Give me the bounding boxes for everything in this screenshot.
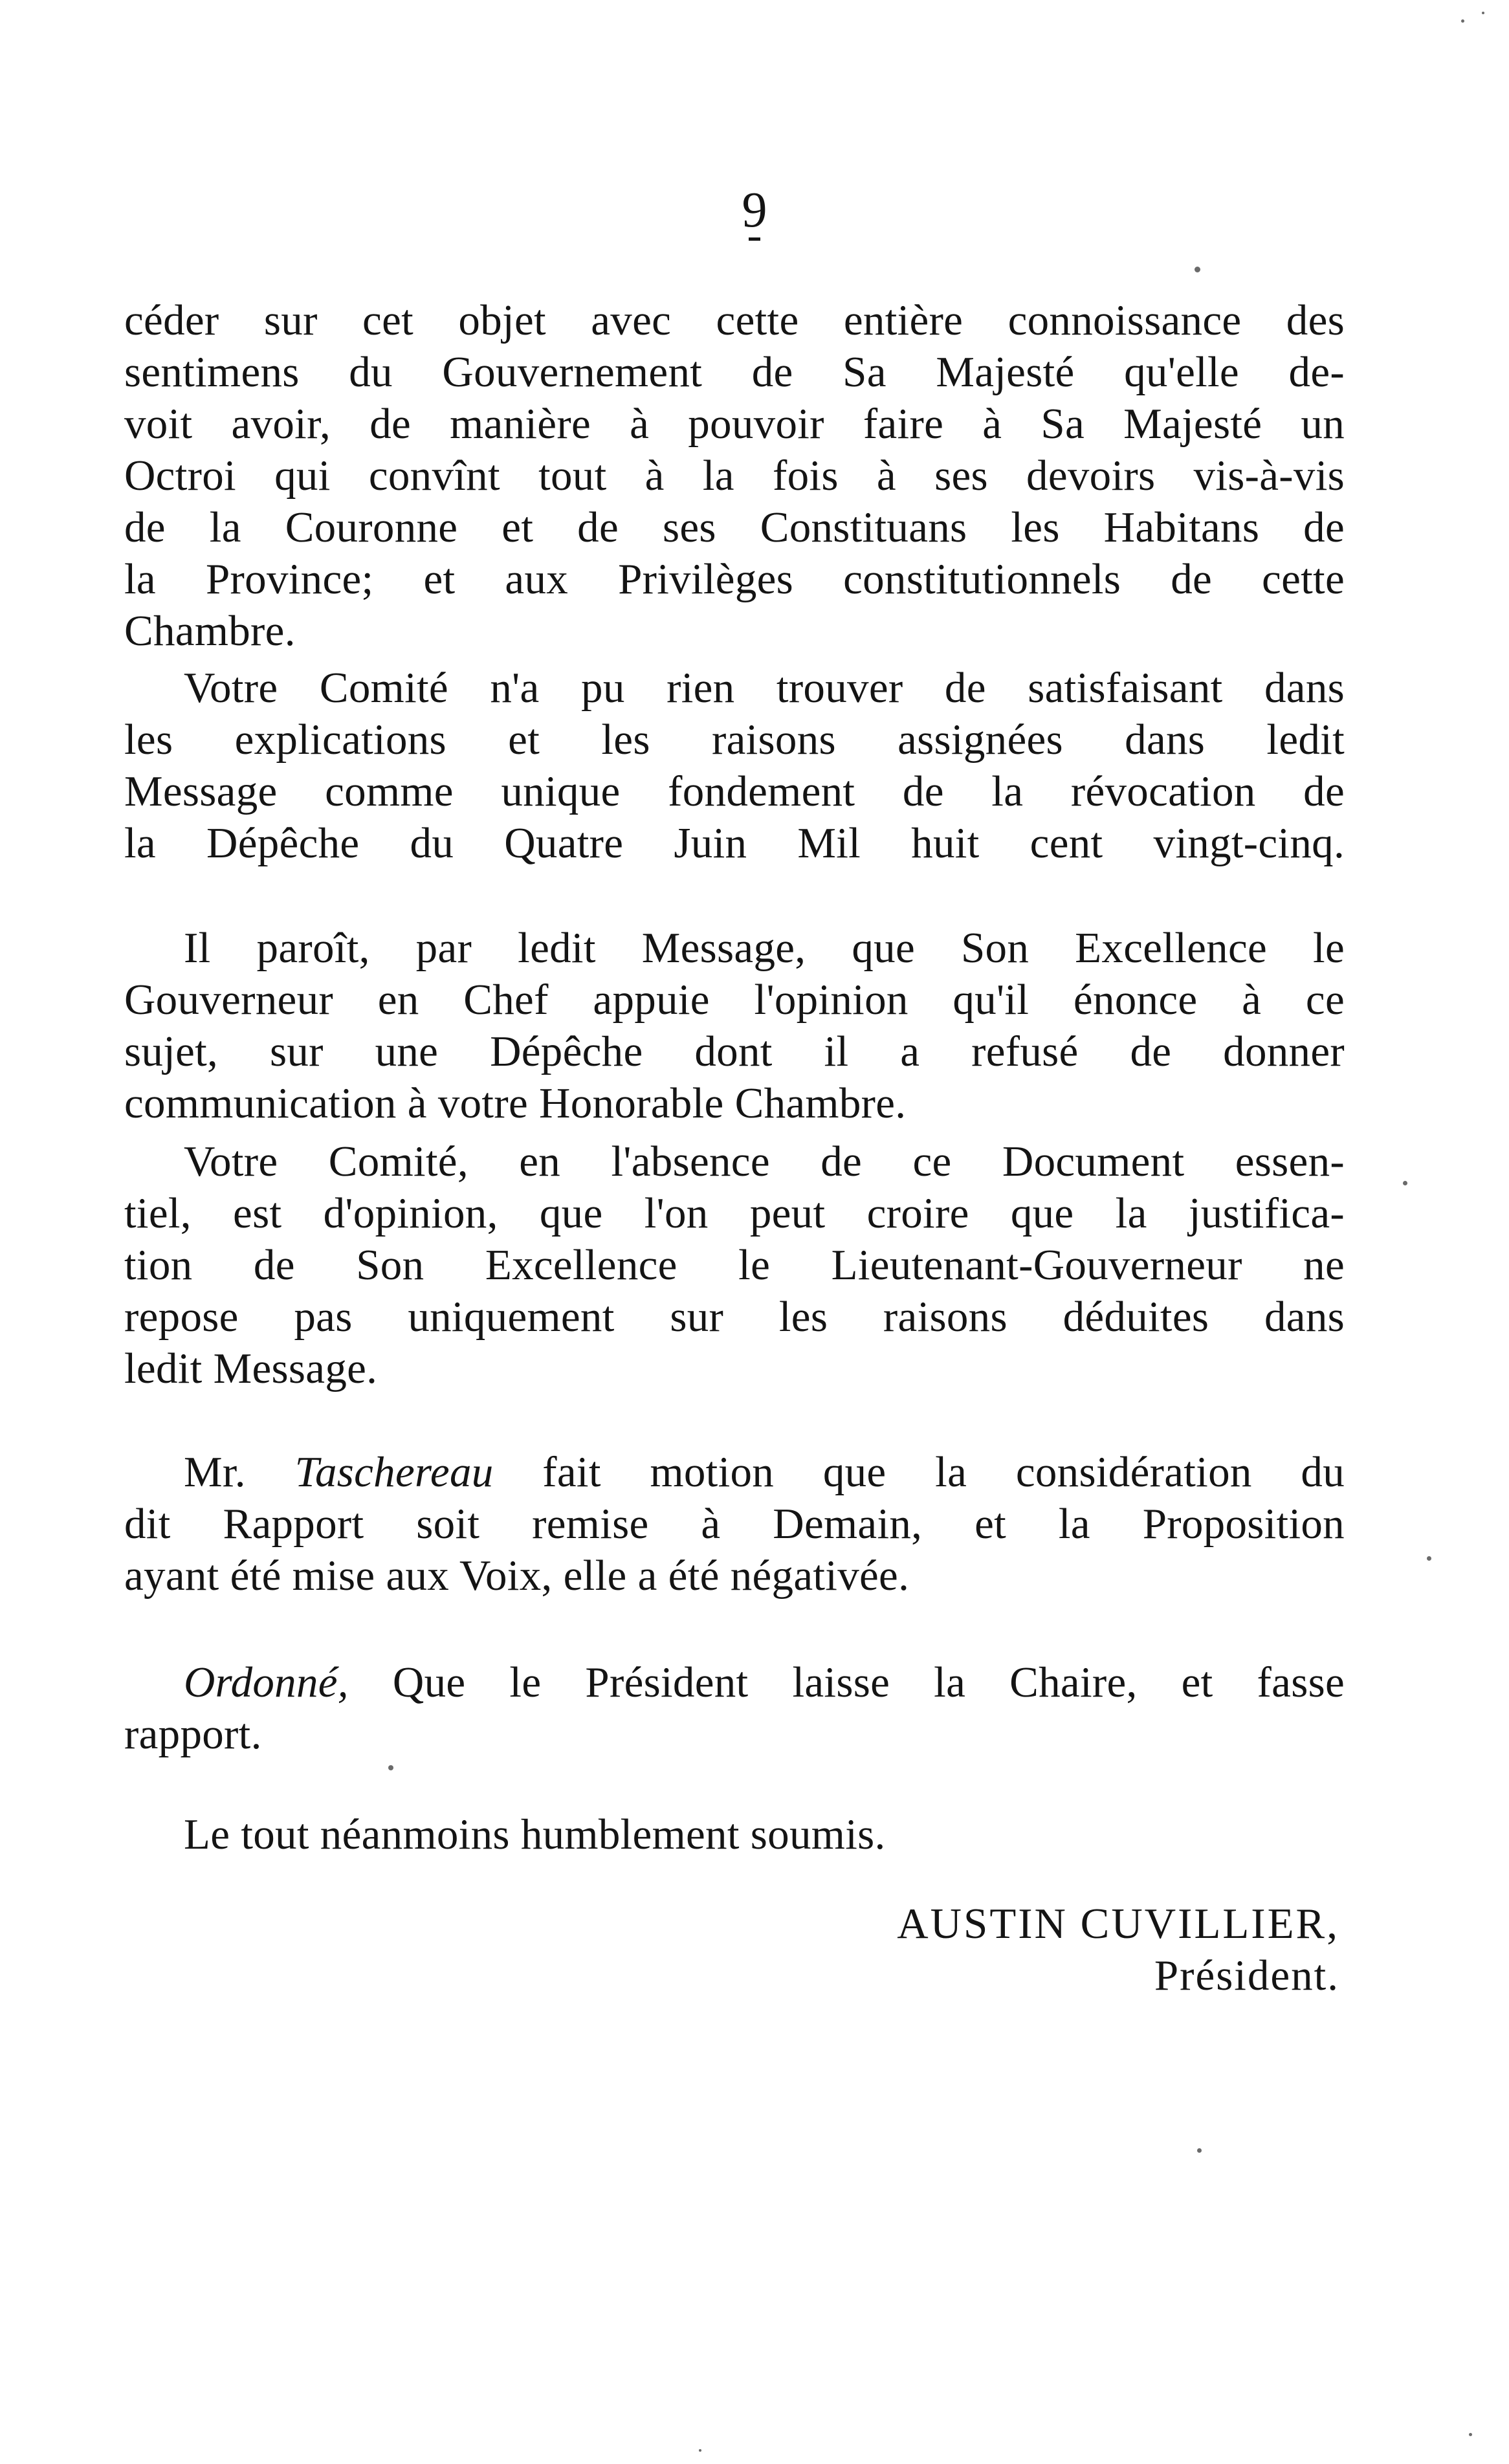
text-line: communication à votre Honorable Chambre. <box>124 1079 907 1127</box>
scan-speck <box>1482 12 1484 14</box>
paragraph-2 <box>124 662 1345 869</box>
text-line: Message comme unique fondement de la révocation de <box>124 767 1345 815</box>
scan-speck <box>1469 2433 1472 2436</box>
page-number-text: 9 <box>742 181 767 237</box>
scan-speck <box>1461 19 1464 23</box>
text-line: voit avoir, de manière à pouvoir faire à Sa Majesté un <box>124 400 1345 448</box>
text-line: Gouverneur en Chef appuie l'opinion qu'il énonce à ce <box>124 976 1345 1024</box>
paragraph-4 <box>124 1136 1345 1394</box>
member-name: Taschereau <box>294 1448 494 1496</box>
page-number-underline <box>749 237 760 241</box>
text-line: tiel, est d'opinion, que l'on peut croire que la justifica- <box>124 1189 1345 1237</box>
text-line: céder sur cet objet avec cette entière connoissance des <box>124 296 1345 344</box>
paragraph-5 <box>124 1446 1345 1601</box>
motion-prefix: Mr. <box>184 1448 295 1496</box>
scan-speck <box>699 2449 701 2452</box>
text-line <box>124 1656 1345 1708</box>
order-text: Que le Président laisse la Chaire, et fasse <box>348 1658 1345 1706</box>
page-number <box>0 181 1509 241</box>
signature-title: Président. <box>1154 1952 1339 1999</box>
text-line: ledit Message. <box>124 1345 378 1392</box>
signature-name: AUSTIN CUVILLIER, <box>897 1900 1339 1948</box>
text-line: Le tout néanmoins humblement soumis. <box>184 1810 886 1858</box>
scan-speck <box>388 1765 393 1770</box>
text-line: dit Rapport soit remise à Demain, et la Proposition <box>124 1500 1345 1548</box>
text-line <box>124 1446 1345 1498</box>
text-line: Octroi qui convînt tout à la fois à ses devoirs vis-à-vis <box>124 452 1345 500</box>
scan-speck <box>1195 267 1200 272</box>
scan-speck <box>1197 2148 1202 2153</box>
text-line: Votre Comité, en l'absence de ce Document essen- <box>184 1138 1345 1185</box>
text-line: sujet, sur une Dépêche dont il a refusé de donner <box>124 1028 1345 1075</box>
text-line: rapport. <box>124 1710 262 1758</box>
text-line: la Dépêche du Quatre Juin Mil huit cent vingt-cinq. <box>124 819 1345 867</box>
paragraph-1 <box>124 294 1345 657</box>
text-line: Chambre. <box>124 607 296 655</box>
text-line: Votre Comité n'a pu rien trouver de satisfaisant dans <box>184 664 1345 712</box>
paragraph-3 <box>124 922 1345 1129</box>
text-line: tion de Son Excellence le Lieutenant-Gouverneur ne <box>124 1241 1345 1289</box>
motion-text: fait motion que la considération du <box>493 1448 1345 1496</box>
paragraph-7 <box>124 1809 1345 1860</box>
scan-speck <box>1403 1181 1407 1185</box>
text-line: sentimens du Gouvernement de Sa Majesté qu'elle de- <box>124 348 1345 396</box>
text-line: de la Couronne et de ses Constituans les Habitans de <box>124 503 1345 551</box>
text-line: les explications et les raisons assignées dans ledit <box>124 716 1345 764</box>
text-line: repose pas uniquement sur les raisons déduites dans <box>124 1293 1345 1341</box>
order-word: Ordonné, <box>184 1658 349 1706</box>
paragraph-6 <box>124 1656 1345 1760</box>
text-line: la Province; et aux Privilèges constitutionnels de cette <box>124 555 1345 603</box>
text-line: ayant été mise aux Voix, elle a été négativée. <box>124 1552 910 1600</box>
scan-speck <box>1427 1556 1431 1561</box>
text-line: Il paroît, par ledit Message, que Son Excellence le <box>184 924 1345 972</box>
